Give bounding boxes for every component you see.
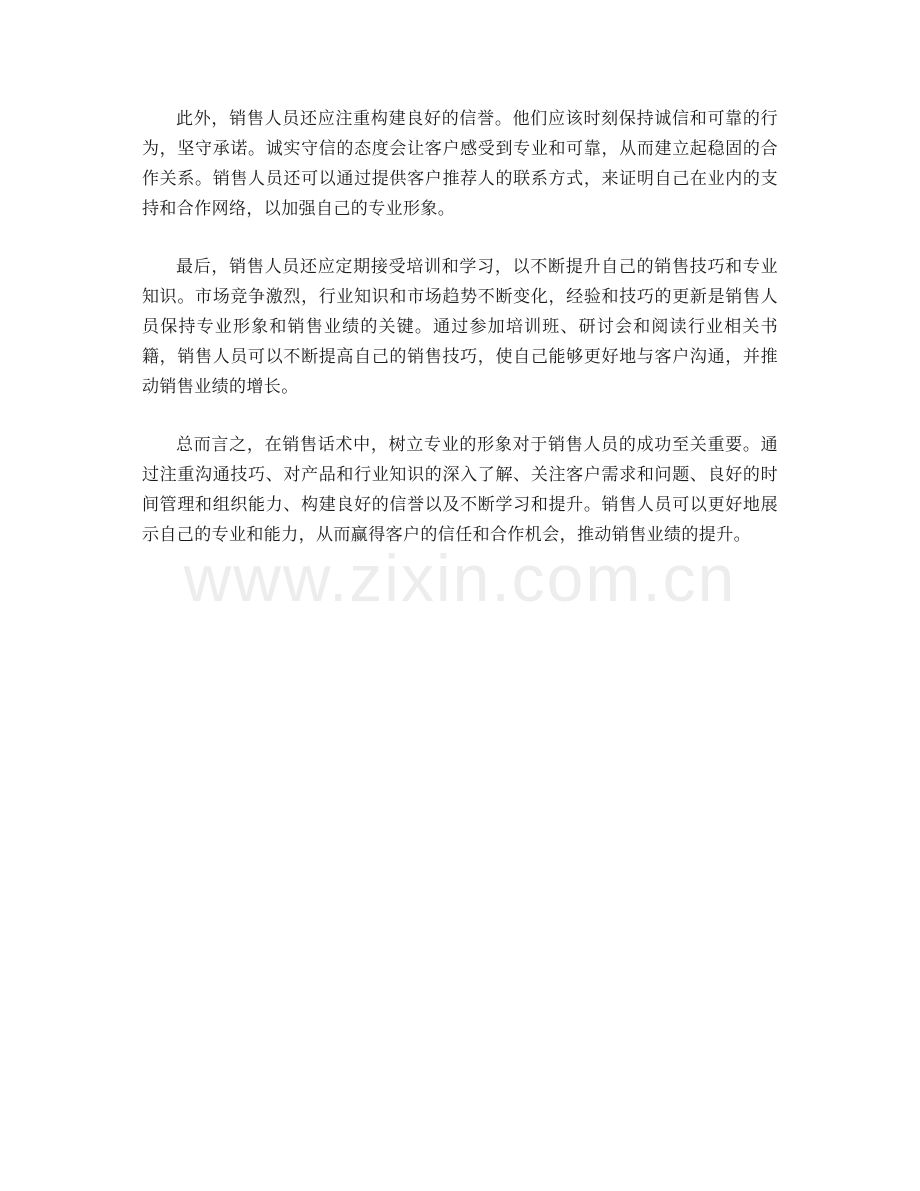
paragraph-training: 最后，销售人员还应定期接受培训和学习，以不断提升自己的销售技巧和专业知识。市场竞争激烈，行业知识和市场趋势不断变化，经验和技巧的更新是销售人员保持专业形象和销售业绩的关键。通过参加培训班、研讨会和阅读行业相关书籍，销售人员可以不断提高自己的销售技巧，使自己能够更好地与客户沟通，并推动销售业绩的增长。	[142, 257, 778, 397]
paragraph-conclusion: 总而言之，在销售话术中，树立专业的形象对于销售人员的成功至关重要。通过注重沟通技巧、对产品和行业知识的深入了解、关注客户需求和问题、良好的时间管理和组织能力、构建良好的信誉以及不断学习和提升。销售人员可以更好地展示自己的专业和能力，从而赢得客户的信任和合作机会，推动销售业绩的提升。	[142, 435, 778, 545]
document-body	[142, 104, 778, 578]
paragraph-reputation: 此外，销售人员还应注重构建良好的信誉。他们应该时刻保持诚信和可靠的行为，坚守承诺。诚实守信的态度会让客户感受到专业和可靠，从而建立起稳固的合作关系。销售人员还可以通过提供客户推荐人的联系方式，来证明自己在业内的支持和合作网络，以加强自己的专业形象。	[142, 109, 778, 219]
watermark: www.zixin.com.cn	[183, 541, 737, 615]
